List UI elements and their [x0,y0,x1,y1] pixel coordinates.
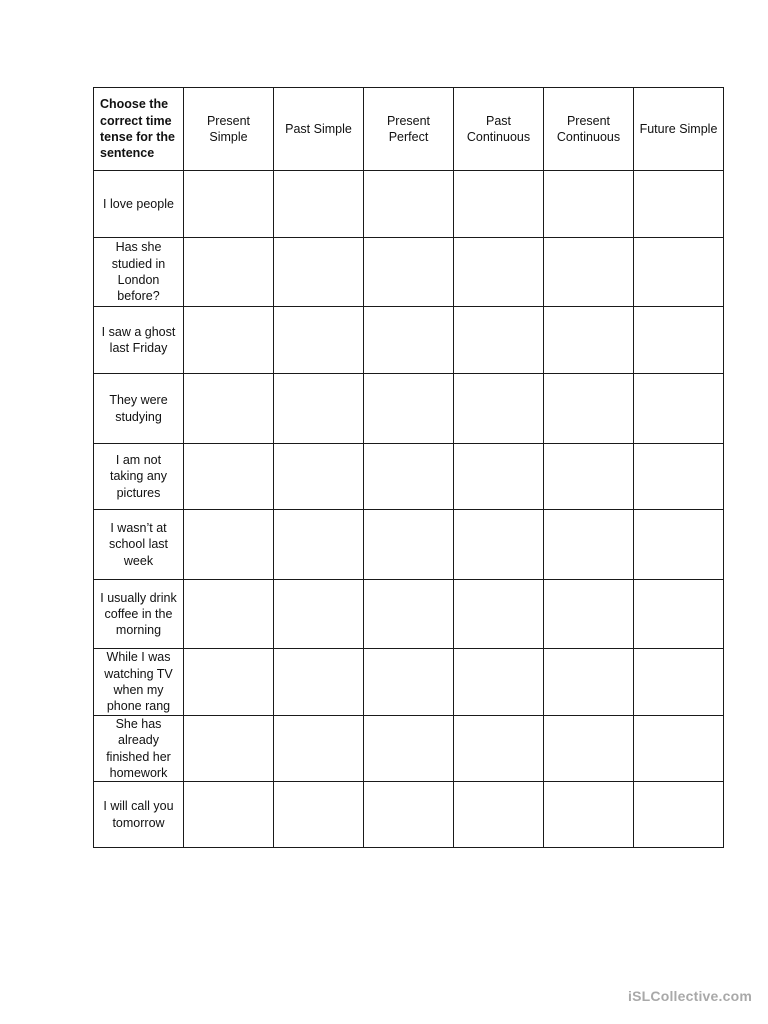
table-row [94,307,724,374]
answer-cell[interactable] [454,716,544,782]
instruction-header: Choose the correct time tense for the sentence [94,88,184,171]
answer-cell[interactable] [184,510,274,580]
answer-cell[interactable] [184,238,274,307]
answer-cell[interactable] [454,444,544,510]
table-row [94,238,724,307]
answer-cell[interactable] [364,716,454,782]
answer-cell[interactable] [364,238,454,307]
answer-cell[interactable] [454,649,544,716]
tense-worksheet [93,87,723,848]
answer-cell[interactable] [544,374,634,444]
sentence-rows [94,171,724,848]
answer-cell[interactable] [634,580,724,649]
answer-cell[interactable] [184,716,274,782]
answer-cell[interactable] [184,374,274,444]
answer-cell[interactable] [364,580,454,649]
table-row [94,171,724,238]
answer-cell[interactable] [544,510,634,580]
answer-cell[interactable] [634,510,724,580]
answer-cell[interactable] [454,510,544,580]
answer-cell[interactable] [274,444,364,510]
answer-cell[interactable] [184,580,274,649]
answer-cell[interactable] [184,444,274,510]
answer-cell[interactable] [364,374,454,444]
sentence-cell: They were studying [94,374,184,444]
answer-cell[interactable] [544,444,634,510]
answer-cell[interactable] [634,649,724,716]
table-row [94,580,724,649]
answer-cell[interactable] [364,510,454,580]
answer-cell[interactable] [634,782,724,848]
site-watermark: iSLCollective.com [628,988,752,1004]
sentence-cell: While I was watching TV when my phone rang [94,649,184,716]
table-row [94,374,724,444]
sentence-cell: She has already finished her homework [94,716,184,782]
answer-cell[interactable] [274,374,364,444]
answer-cell[interactable] [634,238,724,307]
answer-cell[interactable] [274,238,364,307]
tense-header-future-simple: Future Simple [634,88,724,171]
answer-cell[interactable] [364,171,454,238]
sentence-cell: I am not taking any pictures [94,444,184,510]
answer-cell[interactable] [454,580,544,649]
tense-header-past-continuous: Past Continuous [454,88,544,171]
answer-cell[interactable] [454,307,544,374]
table-row [94,716,724,782]
answer-cell[interactable] [634,444,724,510]
table-row [94,444,724,510]
header-row [94,88,724,171]
answer-cell[interactable] [184,782,274,848]
answer-cell[interactable] [634,171,724,238]
answer-cell[interactable] [184,649,274,716]
sentence-cell: Has she studied in London before? [94,238,184,307]
answer-cell[interactable] [544,171,634,238]
answer-cell[interactable] [364,307,454,374]
answer-cell[interactable] [544,580,634,649]
answer-cell[interactable] [274,307,364,374]
answer-cell[interactable] [544,716,634,782]
table-row [94,510,724,580]
table-row [94,649,724,716]
answer-cell[interactable] [274,171,364,238]
answer-cell[interactable] [364,782,454,848]
answer-cell[interactable] [454,171,544,238]
answer-cell[interactable] [634,307,724,374]
answer-cell[interactable] [274,782,364,848]
answer-cell[interactable] [274,510,364,580]
answer-cell[interactable] [184,171,274,238]
sentence-cell: I usually drink coffee in the morning [94,580,184,649]
sentence-cell: I love people [94,171,184,238]
sentence-cell: I wasn’t at school last week [94,510,184,580]
tense-table [93,87,724,848]
answer-cell[interactable] [634,374,724,444]
answer-cell[interactable] [544,307,634,374]
answer-cell[interactable] [364,444,454,510]
tense-header-past-simple: Past Simple [274,88,364,171]
answer-cell[interactable] [544,649,634,716]
answer-cell[interactable] [544,238,634,307]
answer-cell[interactable] [274,649,364,716]
answer-cell[interactable] [274,580,364,649]
tense-header-present-continuous: Present Continuous [544,88,634,171]
answer-cell[interactable] [454,782,544,848]
answer-cell[interactable] [364,649,454,716]
table-row [94,782,724,848]
sentence-cell: I will call you tomorrow [94,782,184,848]
tense-header-present-simple: Present Simple [184,88,274,171]
answer-cell[interactable] [274,716,364,782]
answer-cell[interactable] [634,716,724,782]
answer-cell[interactable] [184,307,274,374]
sentence-cell: I saw a ghost last Friday [94,307,184,374]
tense-header-present-perfect: Present Perfect [364,88,454,171]
answer-cell[interactable] [454,238,544,307]
answer-cell[interactable] [454,374,544,444]
answer-cell[interactable] [544,782,634,848]
